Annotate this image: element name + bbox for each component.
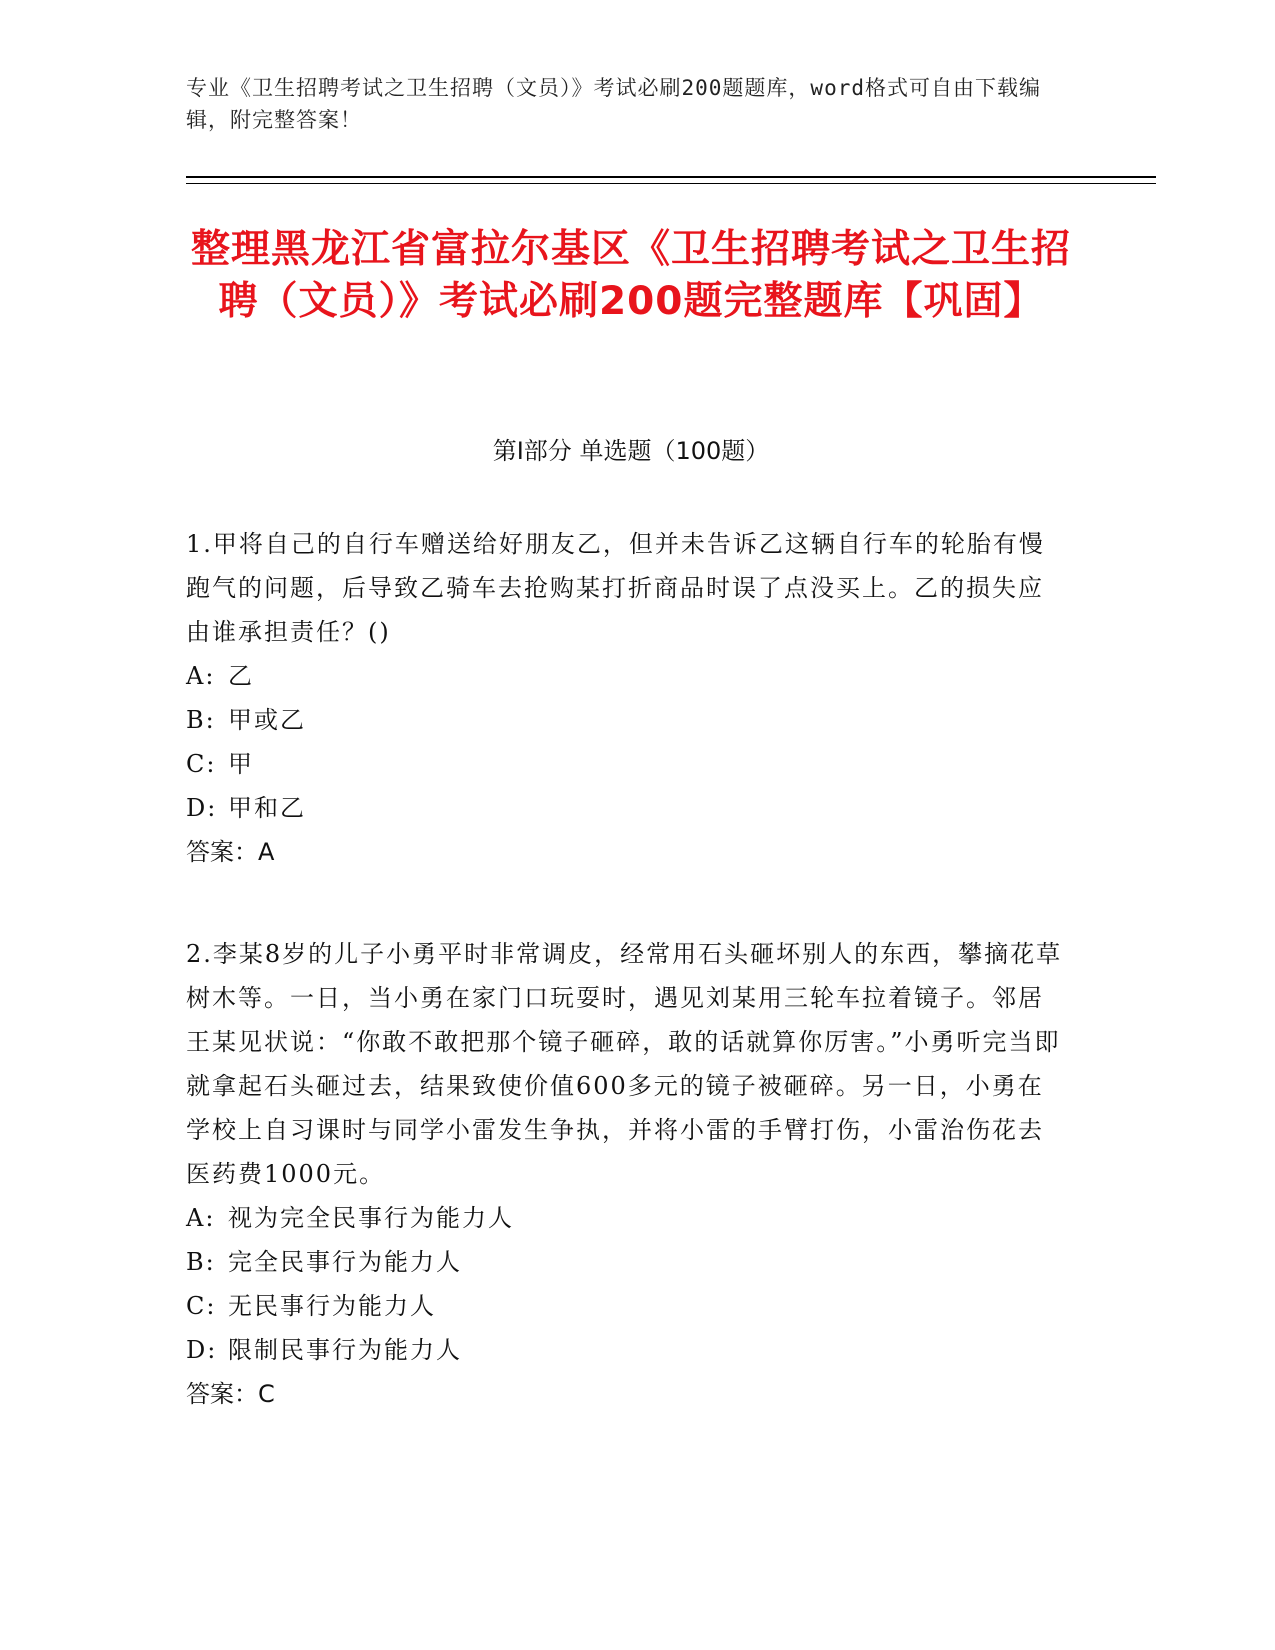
option-key: C: <box>186 1292 217 1320</box>
option-text: 甲或乙 <box>228 706 306 734</box>
header-note: 专业《卫生招聘考试之卫生招聘（文员）》考试必刷200题题库，word格式可自由下载编辑，附完整答案！ <box>186 76 1041 132</box>
option-key: A: <box>186 662 216 690</box>
option-key: A: <box>186 1204 216 1232</box>
section-title: 第I部分 单选题（100题） <box>492 437 770 465</box>
option-text: 甲 <box>228 750 254 778</box>
option-text: 限制民事行为能力人 <box>228 1336 462 1364</box>
option-key: C: <box>186 750 217 778</box>
question-1-option-c <box>186 742 1066 786</box>
question-1-option-a <box>186 654 1066 698</box>
option-key: B: <box>186 706 216 734</box>
option-key: D: <box>186 1336 218 1364</box>
question-1-answer: 答案：A <box>186 838 275 866</box>
option-text: 无民事行为能力人 <box>228 1292 436 1320</box>
question-2 <box>186 932 1066 1416</box>
header-divider-thin <box>186 183 1156 184</box>
option-text: 甲和乙 <box>228 794 306 822</box>
option-key: B: <box>186 1248 216 1276</box>
question-1-option-b <box>186 698 1066 742</box>
option-text: 乙 <box>228 662 254 690</box>
question-1 <box>186 522 1066 874</box>
question-1-text: 1.甲将自己的自行车赠送给好朋友乙，但并未告诉乙这辆自行车的轮胎有慢跑气的问题，后导致乙骑车去抢购某打折商品时误了点没买上。乙的损失应由谁承担责任？() <box>186 530 1045 646</box>
header-divider-thick <box>186 176 1156 178</box>
question-2-text: 2.李某8岁的儿子小勇平时非常调皮，经常用石头砸坏别人的东西，攀摘花草树木等。一日，当小勇在家门口玩耍时，遇见刘某用三轮车拉着镜子。邻居王某见状说：“你敢不敢把那个镜子砸碎，敢的话就算你厉害。”小勇听完当即就拿起石头砸过去，结果致使价值600多元的镜子被砸碎。另一日，小勇在学校上自习课时与同学小雷发生争执，并将小雷的手臂打伤，小雷治伤花去医药费1000元。 <box>186 940 1063 1188</box>
question-2-option-d <box>186 1328 1066 1372</box>
option-key: D: <box>186 794 218 822</box>
question-2-answer: 答案：C <box>186 1380 275 1408</box>
document-title: 整理黑龙江省富拉尔基区《卫生招聘考试之卫生招聘（文员）》考试必刷200题完整题库【巩固】 <box>190 227 1071 324</box>
question-2-option-a <box>186 1196 1066 1240</box>
question-2-option-b <box>186 1240 1066 1284</box>
option-text: 视为完全民事行为能力人 <box>228 1204 514 1232</box>
question-2-option-c <box>186 1284 1066 1328</box>
option-text: 完全民事行为能力人 <box>228 1248 462 1276</box>
question-1-option-d <box>186 786 1066 830</box>
